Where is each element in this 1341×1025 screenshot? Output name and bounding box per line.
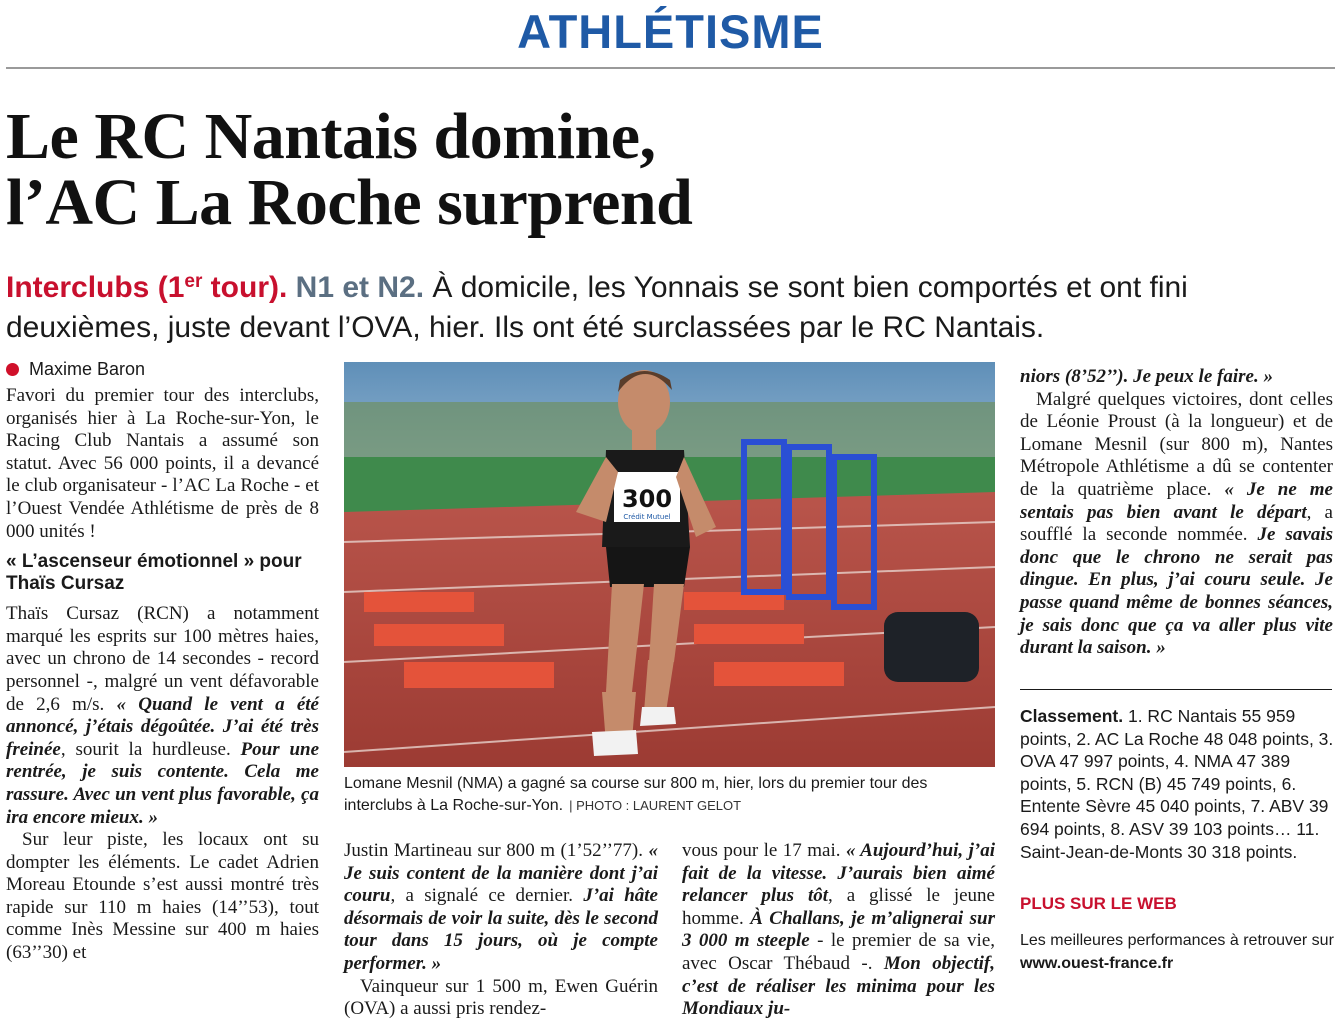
web-link[interactable]: www.ouest-france.fr [1020,954,1174,972]
paragraph [1020,366,1333,389]
section-divider [6,67,1335,69]
quote: J’ai hâte désormais de voir la suite, dès le second tour dans 15 jours, où je compte performer. » [344,885,658,974]
text-run: - le premier de sa vie, avec Oscar Thébaud -. [682,930,996,974]
article-photo [344,362,995,767]
text-run: Malgré quelques victoires, dont celles de Léonie Proust (à la longueur) et de Lomane Mesnil (sur 800 m), Nantes Métropole Athlétisme a dû se contenter de la quatrième place. [1020,388,1333,500]
headline-line-1: Le RC Nantais domine, [6,100,656,173]
paragraph: Sur leur piste, les locaux ont su dompter les éléments. Le cadet Adrien Moreau Etounde s’est aussi montré très rapide sur 110 m haies (14’’53), tout comme Inès Messine sur 400 m haies (63’’30) et [6,829,319,964]
classement-divider [1020,689,1332,690]
kicker [6,271,287,304]
standfirst [6,262,1336,348]
quote: Je savais donc que le chrono ne serait pas dingue. En plus, j’ai couru seule. Je passe quand même de bonnes séances, je sais donc que ça va aller plus vite durant la saison. » [1020,524,1333,659]
kicker-text-end: tour). [202,271,288,304]
photo-caption [344,773,994,817]
quote: « Je ne me sentais pas bien avant le départ [1020,478,1333,523]
headline [6,100,1006,239]
text-run: Thaïs Cursaz (RCN) a notamment marqué les esprits sur 100 mètres haies, avec un chrono de 14 secondes - record personnel -, malgré un vent défavorable de 2,6 m/s. [6,603,319,715]
quote: Mon objectif, c’est de réaliser les minima pour les Mondiaux ju- [682,952,995,1020]
caption-text: Lomane Mesnil (NMA) a gagné sa course sur 800 m, hier, lors du premier tour des interclubs à La Roche-sur-Yon. [344,775,928,814]
column-2 [344,840,658,1021]
paragraph [6,603,319,829]
paragraph [1020,389,1333,660]
runner-photo-illustration [344,362,995,767]
quote: Pour une rentrée, je suis contente. Cela me rassure. Avec un vent plus favorable, ça ira encore mieux. » [6,738,320,828]
text-run: , a soufflé la seconde nommée. [1020,501,1333,546]
intertitle: « L’ascenseur émotionnel » pour Thaïs Cursaz [6,551,302,595]
column-4 [1020,366,1333,660]
bib-number: 300 [621,485,673,513]
paragraph [344,840,658,976]
web-text: Les meilleures performances à retrouver sur [1020,932,1334,949]
web-box-text [1020,930,1335,975]
paragraph: Vainqueur sur 1 500 m, Ewen Guérin (OVA) a aussi pris rendez- [344,975,658,1020]
kicker-superscript: er [184,271,203,292]
quote: niors (8’52’’). Je peux le faire. » [1020,366,1273,387]
kicker-text: Interclubs (1 [6,271,185,304]
headline-line-2: l’AC La Roche surprend [6,166,693,239]
author-name: Maxime Baron [29,359,146,379]
quote: « Aujourd’hui, j’ai fait de la vitesse. J’aurais bien aimé relancer plus tôt [682,840,995,907]
text-run: , a glissé le jeune homme. [682,885,995,929]
text-run: , a signalé ce dernier. [390,885,584,907]
byline [6,357,319,381]
text-run: vous pour le 17 mai. [682,840,846,861]
photo-credit: | PHOTO : LAURENT GELOT [569,798,742,813]
column-3 [682,840,995,1021]
web-box-title: PLUS SUR LE WEB [1020,894,1177,913]
standfirst-text: À domicile, les Yonnais se sont bien comportés et ont fini deuxièmes, juste devant l’OVA, hier. Ils ont été surclassées par le RC Nantais. [6,271,1188,344]
column-1 [6,357,319,965]
paragraph: Favori du premier tour des interclubs, organisés hier à La Roche-sur-Yon, le Racing Club Nantais a assumé son statut. Avec 56 000 points, il a devancé le club organisateur - l’AC La Roche - et l’Ouest Vendée Athlétisme de près de 8 000 unités ! [6,385,319,542]
quote: À Challans, je m’alignerai sur 3 000 m steeple [682,907,995,952]
ranking-text: 1. RC Nantais 55 959 points, 2. AC La Roche 48 048 points, 3. OVA 47 997 points, 4. NMA 47 389 points, 5. RCN (B) 45 749 points, 6. Entente Sèvre 45 040 points, 7. ABV 39 694 points, 8. ASV 39 103 points… 11. Saint-Jean-de-Monts 30 318 points. [1020,706,1334,862]
quote: « Je suis content de la manière dont j’ai couru [344,840,658,907]
bullet-dot-icon [6,363,19,376]
quote: « Quand le vent a été annoncé, j’étais dégoûtée. J’ai été très freinée [6,693,319,760]
paragraph [682,840,995,1021]
league-level: N1 et N2. [295,271,425,304]
text-run: , sourit la hurdleuse. [60,738,241,760]
ranking-box [1020,705,1335,863]
bib-sponsor: Crédit Mutuel [623,513,671,521]
ranking-label: Classement. [1020,706,1124,726]
section-title: ATHLÉTISME [517,5,824,58]
text-run: Justin Martineau sur 800 m (1’52’’77). [344,840,649,861]
